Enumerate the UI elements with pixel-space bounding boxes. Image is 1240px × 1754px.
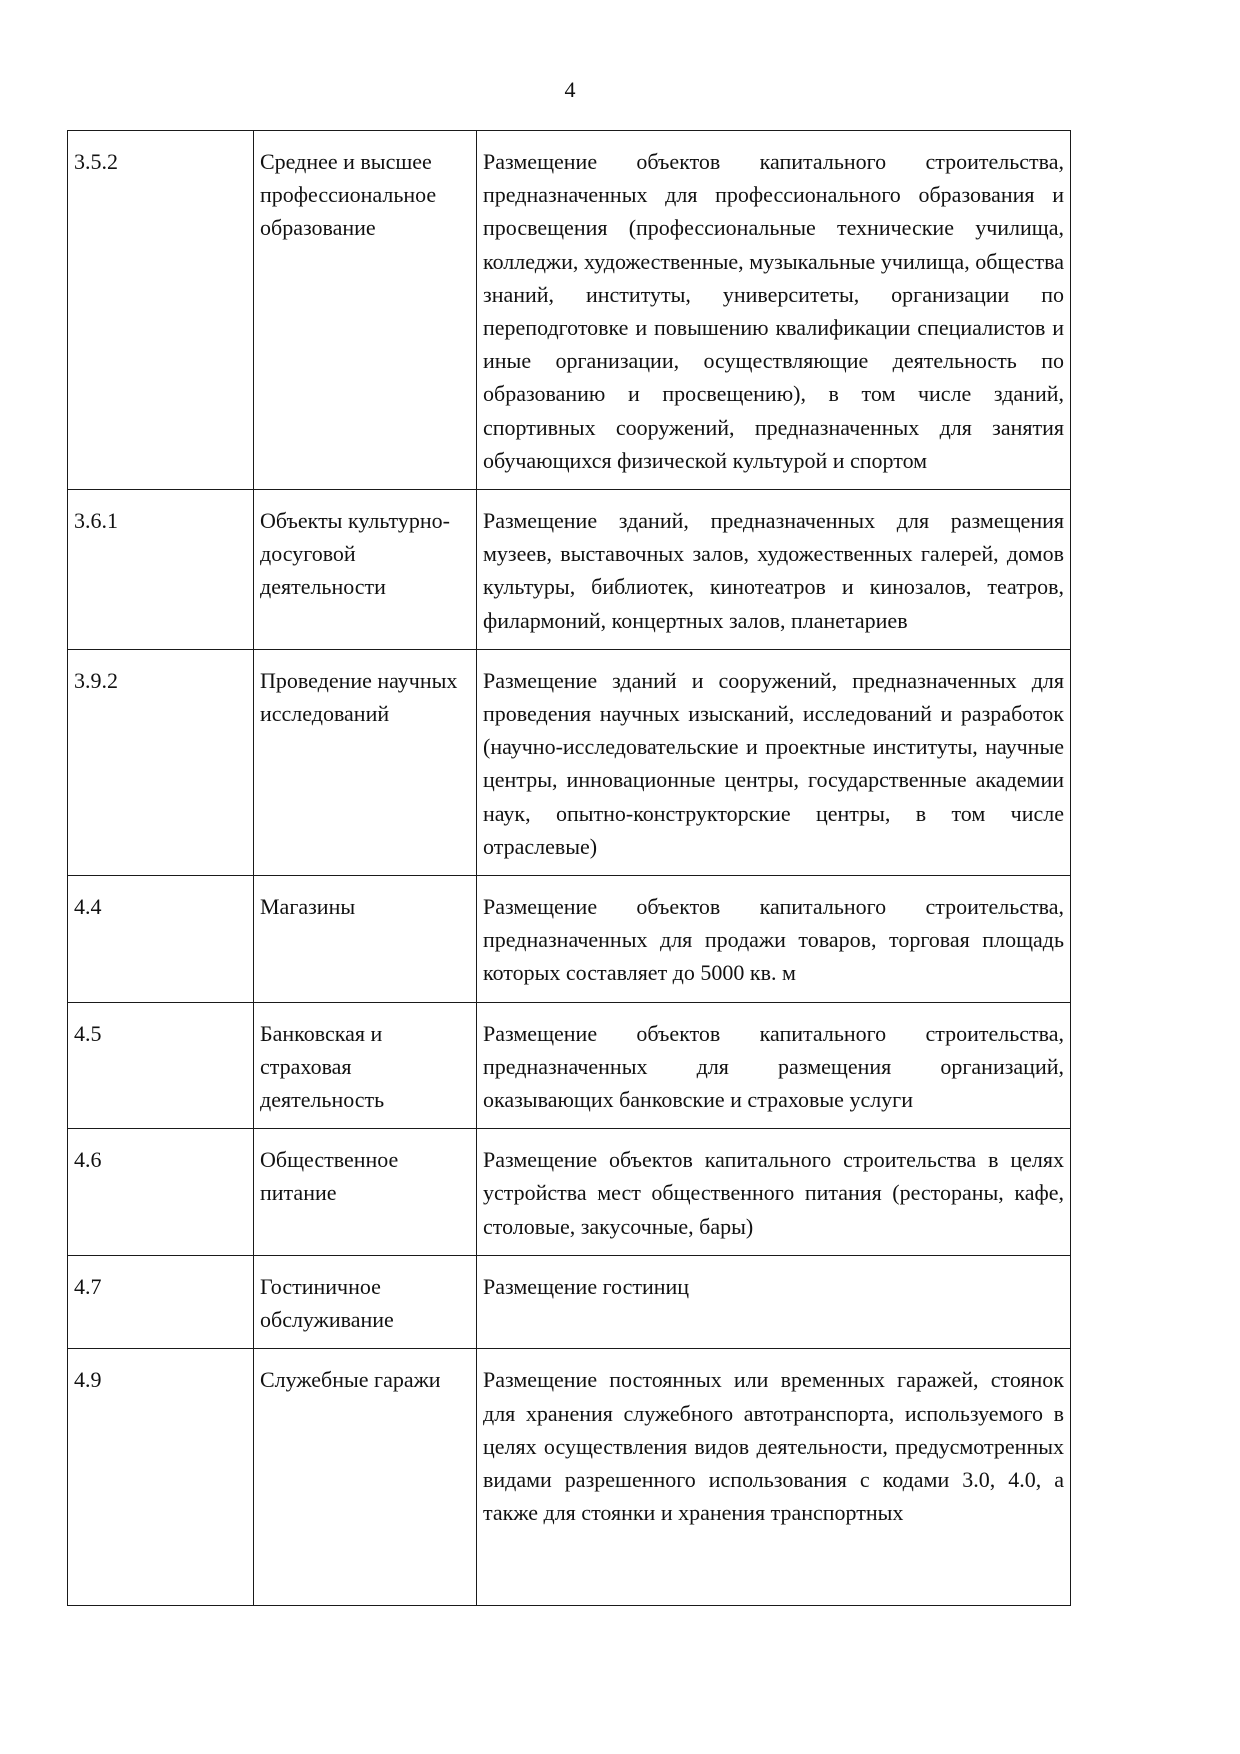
row-description: Размещение гостиниц [477,1255,1071,1348]
row-name: Магазины [254,876,477,1003]
row-code: 4.6 [68,1129,254,1256]
table-row [68,131,1071,490]
table-row [68,490,1071,650]
table-row [68,1129,1071,1256]
page-number: 4 [564,77,576,102]
row-code: 4.9 [68,1349,254,1606]
row-description: Размещение объектов капитального строительства, предназначенных для продажи товаров, торговая площадь которых составляет до 5000 кв. м [477,876,1071,1003]
row-code: 4.5 [68,1002,254,1129]
row-description: Размещение постоянных или временных гаражей, стоянок для хранения служебного автотранспорта, используемого в целях осуществления видов деятельности, предусмотренных видами разрешенного использования с кодами 3.0, 4.0, а также для стоянки и хранения транспортных [483,1367,1064,1526]
row-name: Служебные гаражи [254,1349,477,1606]
row-name: Объекты культурно-досуговой деятельности [254,490,477,650]
row-code: 3.9.2 [68,649,254,875]
row-code: 4.4 [68,876,254,1003]
table-row [68,649,1071,875]
row-description: Размещение зданий и сооружений, предназначенных для проведения научных изысканий, исследований и разработок (научно-исследовательские и проектные институты, научные центры, инновационные центры, государственные академии наук, опытно-конструкторские центры, в том числе отраслевые) [477,649,1071,875]
row-code: 3.5.2 [68,131,254,490]
table-row [68,1002,1071,1129]
row-description: Размещение зданий, предназначенных для размещения музеев, выставочных залов, художественных галерей, домов культуры, библиотек, кинотеатров и кинозалов, театров, филармоний, концертных залов, планетариев [477,490,1071,650]
row-description: Размещение объектов капитального строительства в целях устройства мест общественного питания (рестораны, кафе, столовые, закусочные, бары) [477,1129,1071,1256]
row-name: Общественное питание [254,1129,477,1256]
row-description: Размещение объектов капитального строительства, предназначенных для размещения организаций, оказывающих банковские и страховые услуги [477,1002,1071,1129]
table-row [68,1349,1071,1606]
row-code: 3.6.1 [68,490,254,650]
row-name: Гостиничное обслуживание [254,1255,477,1348]
row-name: Среднее и высшее профессиональное образование [254,131,477,490]
table-row [68,876,1071,1003]
land-use-table [67,130,1071,1606]
row-description: Размещение объектов капитального строительства, предназначенных для профессионального образования и просвещения (профессиональные технические училища, колледжи, художественные, музыкальные училища, общества знаний, институты, университеты, организации по переподготовке и повышению квалификации специалистов и иные организации, осуществляющие деятельность по образованию и просвещению), в том числе зданий, спортивных сооружений, предназначенных для занятия обучающихся физической культурой и спортом [477,131,1071,490]
table-row [68,1255,1071,1348]
row-name: Банковская и страховая деятельность [254,1002,477,1129]
row-description-cell [477,1349,1071,1606]
row-code: 4.7 [68,1255,254,1348]
row-name: Проведение научных исследований [254,649,477,875]
